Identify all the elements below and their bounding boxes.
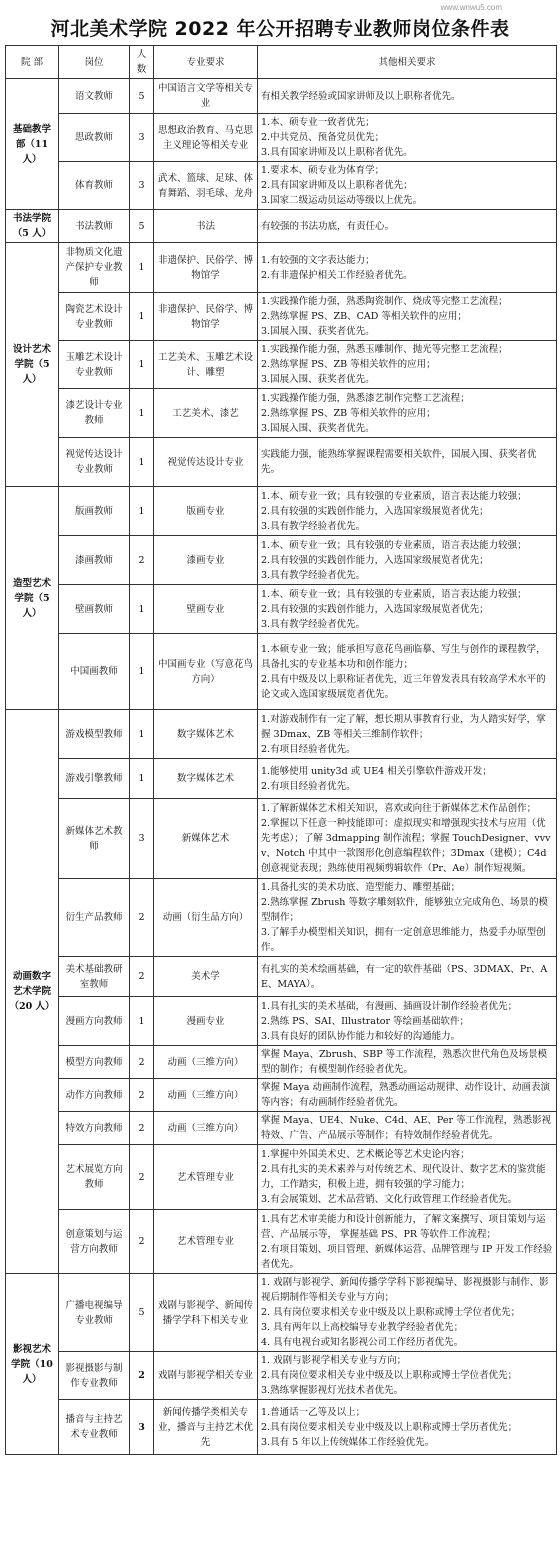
major-cell: 数字媒体艺术	[154, 710, 258, 759]
requirement-line: 2.具有扎实的美术素养与对传统艺术、现代设计、数字艺术的鉴赏能力，工作踏实，积极上进，拥有较强的学习能力；	[261, 1164, 546, 1190]
requirements-cell	[258, 293, 557, 341]
dept-cell: 动画数字艺术学院（20 人）	[6, 710, 59, 1274]
major-cell: 壁画专业	[154, 585, 258, 634]
position-cell: 艺术展览方向教师	[59, 1145, 130, 1210]
requirement-line: 1.具有艺术审美能力和设计创新能力，了解文案撰写、项目策划与运营、产品展示等， 掌握基础 PS、PR 等软件工作流程；	[261, 1213, 546, 1240]
count-cell: 1	[130, 634, 154, 710]
position-cell: 视觉传达设计专业教师	[59, 438, 130, 487]
requirements-cell	[258, 710, 557, 759]
dept-cell: 基础教学部（11 人）	[6, 79, 59, 210]
count-cell: 3	[130, 162, 154, 210]
position-cell: 漆艺设计专业教师	[59, 389, 130, 438]
requirement-line: 3.具有教学经验者优先。	[261, 520, 366, 532]
position-cell: 广播电视编导专业教师	[59, 1274, 130, 1352]
position-cell: 玉雕艺术设计专业教师	[59, 341, 130, 389]
requirement-line: 4. 具有电视台或知名影视公司工作经历者优先。	[261, 1337, 464, 1348]
requirements-cell	[258, 1210, 557, 1274]
requirement-line: 1.能够使用 unity3d 或 UE4 相关引擎软件游戏开发；	[261, 765, 492, 777]
requirement-line: 掌握 Maya、UE4、Nuke、C4d、AE、Per 等工作流程，熟悉影视特效、广告、产品展示等制作；有特效制作经验者优先。	[261, 1115, 552, 1141]
major-cell: 工艺美术、玉雕艺术设计、雕塑	[154, 341, 258, 389]
major-cell: 中国语言文学等相关专业	[154, 79, 258, 114]
table-row	[6, 759, 557, 799]
requirement-line: 3. 具有两年以上高校编导专业教学经验者优先；	[261, 1322, 464, 1333]
requirements-cell	[258, 536, 557, 585]
major-cell: 新媒体艺术	[154, 799, 258, 879]
table-row	[6, 210, 557, 243]
requirement-line: 3.国家二级运动员运动等级以上优先。	[261, 195, 423, 206]
count-cell: 3	[130, 799, 154, 879]
table-row	[6, 1210, 557, 1274]
count-cell: 1	[130, 710, 154, 759]
requirement-line: 2. 具有岗位要求相关专业中级及以上职称或博士学位者优先；	[261, 1307, 521, 1318]
requirements-cell	[258, 438, 557, 487]
position-cell: 游戏模型教师	[59, 710, 130, 759]
table-row	[6, 293, 557, 341]
table-body	[6, 79, 557, 1455]
header-dept: 院 部	[6, 46, 59, 79]
table-row	[6, 1274, 557, 1352]
requirement-line: 1.本硕专业一致；能承担写意花鸟画临摹、写生与创作的课程教学，具备扎实的专业基本功和创作能力；	[261, 643, 546, 670]
position-cell: 美术基础教研室教师	[59, 957, 130, 997]
table-row	[6, 585, 557, 634]
requirements-cell	[258, 341, 557, 389]
requirement-line: 1.具备扎实的美术功底、造型能力、雕塑基础；	[261, 882, 461, 893]
table-row	[6, 438, 557, 487]
requirement-line: 2.具有国家讲师及以上职称者优先；	[261, 180, 413, 191]
table-row	[6, 799, 557, 879]
position-cell: 动作方向教师	[59, 1079, 130, 1112]
table-row	[6, 879, 557, 957]
requirements-cell	[258, 1046, 557, 1079]
requirement-line: 2.熟练掌握 PS、ZB 等相关软件的应用；	[261, 407, 436, 419]
dept-cell: 造型艺术学院（5 人）	[6, 487, 59, 710]
requirement-line: 有相关教学经验或国家讲师及以上职称者优先。	[261, 90, 461, 102]
count-cell: 2	[130, 1210, 154, 1274]
table-header-row	[6, 46, 557, 79]
header-position: 岗位	[59, 46, 130, 79]
table-row	[6, 341, 557, 389]
requirement-line: 2.有非遗保护相关工作经验者优先。	[261, 269, 413, 281]
count-cell: 5	[130, 210, 154, 243]
position-cell: 思政教师	[59, 114, 130, 162]
requirements-cell	[258, 79, 557, 114]
table-row	[6, 487, 557, 536]
requirement-line: 1.本、硕专业一致；具有较强的专业素质，语言表达能力较强；	[261, 539, 527, 551]
table-row	[6, 1400, 557, 1455]
header-major: 专业要求	[154, 46, 258, 79]
position-cell: 游戏引擎教师	[59, 759, 130, 799]
requirement-line: 3.有会展策划、艺术品营销、文化行政管理工作经验者优先。	[261, 1194, 518, 1205]
position-table	[5, 45, 557, 1455]
requirement-line: 2.有项目经验者优先。	[261, 743, 356, 755]
table-row	[6, 536, 557, 585]
count-cell: 2	[130, 957, 154, 997]
count-cell: 2	[130, 1352, 154, 1400]
requirement-line: 2.具有较强的实践创作能力，入选国家级展览者优先；	[261, 603, 489, 615]
dept-cell: 书法学院（5 人）	[6, 210, 59, 243]
major-cell: 数字媒体艺术	[154, 759, 258, 799]
requirement-line: 1.了解新媒体艺术相关知识，喜欢或向往于新媒体艺术作品创作；	[261, 803, 537, 814]
count-cell: 1	[130, 585, 154, 634]
table-row	[6, 243, 557, 293]
count-cell: 5	[130, 1274, 154, 1352]
count-cell: 1	[130, 997, 154, 1046]
count-cell: 2	[130, 1112, 154, 1145]
watermark: www.wnwu5.com	[440, 3, 502, 12]
count-cell: 1	[130, 438, 154, 487]
count-cell: 2	[130, 1079, 154, 1112]
requirements-cell	[258, 114, 557, 162]
requirements-cell	[258, 634, 557, 710]
requirements-cell	[258, 879, 557, 957]
count-cell: 1	[130, 293, 154, 341]
requirement-line: 1.有较强的文字表达能力；	[261, 254, 375, 266]
position-cell: 衍生产品教师	[59, 879, 130, 957]
major-cell: 动画（三维方向）	[154, 1046, 258, 1079]
count-cell: 3	[130, 1400, 154, 1455]
position-cell: 壁画教师	[59, 585, 130, 634]
position-cell: 版画教师	[59, 487, 130, 536]
major-cell: 艺术管理专业	[154, 1210, 258, 1274]
requirement-line: 1.本、硕专业一致；具有较强的专业素质，语言表达能力较强；	[261, 490, 527, 502]
table-row	[6, 1079, 557, 1112]
table-row	[6, 114, 557, 162]
requirement-line: 1.要求本、硕专业为体育学；	[261, 165, 385, 176]
table-row	[6, 1145, 557, 1210]
requirement-line: 2.中共党员、预备党员优先；	[261, 132, 385, 143]
requirement-line: 3.具有良好的团队协作能力和较好的沟通能力。	[261, 1030, 461, 1042]
requirement-line: 2.掌握以下任意一种技能即可：虚拟现实和增强现实技术与应用（优先考虑）；了解 3dmapping 制作流程；掌握 TouchDesigner、vvvv、Notch 中其中一款图形化创意编程软件；3Dmax（建模）；C4d 创意视觉表现；熟练使用视频剪辑软件（Pr、Ae）制作短视频。	[261, 818, 551, 874]
position-cell: 中国画教师	[59, 634, 130, 710]
major-cell: 中国画专业（写意花鸟方向）	[154, 634, 258, 710]
position-cell: 创意策划与运营方向教师	[59, 1210, 130, 1274]
major-cell: 漆画专业	[154, 536, 258, 585]
requirements-cell	[258, 1079, 557, 1112]
major-cell: 武术、篮球、足球、体育舞蹈、羽毛球、龙舟	[154, 162, 258, 210]
requirements-cell	[258, 1145, 557, 1210]
position-cell: 新媒体艺术教师	[59, 799, 130, 879]
major-cell: 戏剧与影视学相关专业	[154, 1352, 258, 1400]
requirement-line: 3.国展入围、获奖者优先。	[261, 422, 375, 434]
count-cell: 1	[130, 487, 154, 536]
requirements-cell	[258, 759, 557, 799]
major-cell: 动画（三维方向）	[154, 1112, 258, 1145]
position-cell: 非物质文化遗产保护专业教师	[59, 243, 130, 293]
requirements-cell	[258, 1352, 557, 1400]
major-cell: 艺术管理专业	[154, 1145, 258, 1210]
requirements-cell	[258, 162, 557, 210]
requirement-line: 掌握 Maya 动画制作流程，熟悉动画运动规律、动作设计、动画表演等内容；有动画制作经验者优先。	[261, 1082, 550, 1108]
requirement-line: 1.本、硕专业一致者优先；	[261, 117, 375, 128]
requirement-line: 3.具有国家讲师及以上职称者优先。	[261, 147, 413, 158]
major-cell: 版画专业	[154, 487, 258, 536]
requirement-line: 1.普通话一乙等及以上；	[261, 1406, 366, 1418]
requirement-line: 2.具有较强的实践创作能力，入选国家级展览者优先；	[261, 505, 489, 517]
requirement-line: 2.具有中级及以上职称证者优先，近三年曾发表具有较高学术水平的论文或入选国家级展览者优先。	[261, 673, 546, 700]
count-cell: 3	[130, 114, 154, 162]
header-other: 其他相关要求	[258, 46, 557, 79]
table-row	[6, 997, 557, 1046]
major-cell: 书法	[154, 210, 258, 243]
requirement-line: 3.具有教学经验者优先。	[261, 569, 366, 581]
requirement-line: 2.熟练掌握 Zbrush 等数字雕刻软件，能够独立完成角色、场景的模型制作；	[261, 897, 548, 923]
requirements-cell	[258, 957, 557, 997]
table-row	[6, 634, 557, 710]
requirements-cell	[258, 997, 557, 1046]
requirement-line: 掌握 Maya、Zbrush、SBP 等工作流程，熟悉次世代角色及场景模型的制作；有模型制作经验者优先。	[261, 1049, 548, 1075]
requirements-cell	[258, 210, 557, 243]
major-cell: 视觉传达设计专业	[154, 438, 258, 487]
table-row	[6, 1046, 557, 1079]
count-cell: 1	[130, 389, 154, 438]
count-cell: 2	[130, 536, 154, 585]
position-cell: 模型方向教师	[59, 1046, 130, 1079]
position-cell: 语文教师	[59, 79, 130, 114]
position-cell: 漆画教师	[59, 536, 130, 585]
major-cell: 戏剧与影视学、新闻传播学学科下相关专业	[154, 1274, 258, 1352]
position-cell: 书法教师	[59, 210, 130, 243]
major-cell: 动画（三维方向）	[154, 1079, 258, 1112]
page-title: 河北美术学院 2022 年公开招聘专业教师岗位条件表	[50, 18, 510, 40]
requirement-line: 1.本、硕专业一致；具有较强的专业素质，语言表达能力较强；	[261, 588, 527, 600]
table-row	[6, 1112, 557, 1145]
table-row	[6, 389, 557, 438]
position-cell: 影视摄影与制作专业教师	[59, 1352, 130, 1400]
major-cell: 非遗保护、民俗学、博物馆学	[154, 293, 258, 341]
requirement-line: 1.掌握中外国美术史、艺术概论等艺术史论内容；	[261, 1149, 470, 1160]
requirement-line: 2.有项目策划、项目管理、新媒体运营、品牌管理与 IP 开发工作经验者优先。	[261, 1243, 553, 1270]
requirements-cell	[258, 1274, 557, 1352]
table-row	[6, 79, 557, 114]
requirement-line: 3.具有教学经验者优先。	[261, 618, 366, 630]
count-cell: 1	[130, 243, 154, 293]
table-row	[6, 162, 557, 210]
requirement-line: 2.有项目经验者优先。	[261, 780, 356, 792]
requirement-line: 2.熟练掌握 PS、ZB 等相关软件的应用；	[261, 359, 436, 370]
requirements-cell	[258, 389, 557, 438]
major-cell: 新闻传播学类相关专业，播音与主持艺术优先	[154, 1400, 258, 1455]
requirement-line: 2.熟练 PS、SAI、Illustrator 等绘画基础软件；	[261, 1015, 470, 1027]
table-row	[6, 957, 557, 997]
requirement-line: 有较强的书法功底，有责任心。	[261, 220, 395, 232]
requirement-line: 2.具有岗位要求相关专业中级及以上职称或博士学历者优先；	[261, 1421, 518, 1433]
major-cell: 思想政治教育、马克思主义理论等相关专业	[154, 114, 258, 162]
requirement-line: 1.实践操作能力强，熟悉玉雕制作、抛光等完整工艺流程；	[261, 344, 508, 355]
requirements-cell	[258, 585, 557, 634]
count-cell: 2	[130, 879, 154, 957]
table-row	[6, 1352, 557, 1400]
count-cell: 1	[130, 341, 154, 389]
major-cell: 动画（衍生品方向）	[154, 879, 258, 957]
requirement-line: 1.具有扎实的美术基础，有漫画、插画设计制作经验者优先；	[261, 1000, 518, 1012]
table-row	[6, 710, 557, 759]
major-cell: 美术学	[154, 957, 258, 997]
position-cell: 陶瓷艺术设计专业教师	[59, 293, 130, 341]
requirement-line: 3.国展入围、获奖者优先。	[261, 374, 375, 385]
requirement-line: 2.具有较强的实践创作能力，入选国家级展览者优先；	[261, 554, 489, 566]
count-cell: 5	[130, 79, 154, 114]
dept-cell: 设计艺术学院（5 人）	[6, 243, 59, 487]
requirement-line: 3.了解手办模型相关知识，拥有一定创意思维能力，热爱手办原型创作。	[261, 927, 546, 953]
requirement-line: 1. 戏剧与影视学相关专业与方向；	[261, 1355, 407, 1366]
major-cell: 漫画专业	[154, 997, 258, 1046]
count-cell: 2	[130, 1046, 154, 1079]
requirement-line: 1.实践操作能力强，熟悉漆艺制作完整工艺流程；	[261, 392, 470, 404]
position-cell: 体育教师	[59, 162, 130, 210]
position-cell: 播音与主持艺术专业教师	[59, 1400, 130, 1455]
dept-cell: 影视艺术学院（10 人）	[6, 1274, 59, 1455]
requirement-line: 2.具有岗位要求相关专业中级及以上职称或博士学位者优先；	[261, 1370, 518, 1381]
count-cell: 2	[130, 1145, 154, 1210]
requirement-line: 有扎实的美术绘画基础，有一定的软件基础（PS、3DMAX、Pr、AE、MAYA）。	[261, 963, 548, 990]
requirement-line: 3.具有 5 年以上传统媒体工作经验优先。	[261, 1436, 435, 1448]
requirements-cell	[258, 1112, 557, 1145]
requirement-line: 1.实践操作能力强，熟悉陶瓷制作、烧成等完整工艺流程；	[261, 296, 508, 307]
requirement-line: 2.熟练掌握 PS、ZB、CAD 等相关软件的应用；	[261, 311, 467, 322]
requirement-line: 实践能力强，能熟练掌握课程需要相关软件，国展入围、获奖者优先。	[261, 449, 537, 475]
requirement-line: 1. 戏剧与影视学、新闻传播学学科下影视编导、影视摄影与制作、影视后期制作等相关专业与方向；	[261, 1277, 549, 1303]
major-cell: 工艺美术、漆艺	[154, 389, 258, 438]
major-cell: 非遗保护、民俗学、博物馆学	[154, 243, 258, 293]
requirements-cell	[258, 1400, 557, 1455]
count-cell: 1	[130, 759, 154, 799]
position-cell: 漫画方向教师	[59, 997, 130, 1046]
requirement-line: 3.熟练掌握影视灯光技术者优先。	[261, 1385, 404, 1396]
requirements-cell	[258, 799, 557, 879]
position-cell: 特效方向教师	[59, 1112, 130, 1145]
requirement-line: 1.对游戏制作有一定了解，想长期从事教育行业，为人踏实好学，掌握 3Dmax、ZB 等相关三维制作软件；	[261, 713, 546, 740]
requirements-cell	[258, 243, 557, 293]
requirements-cell	[258, 487, 557, 536]
header-count: 人数	[130, 46, 154, 79]
requirement-line: 3.国展入围、获奖者优先。	[261, 326, 375, 337]
